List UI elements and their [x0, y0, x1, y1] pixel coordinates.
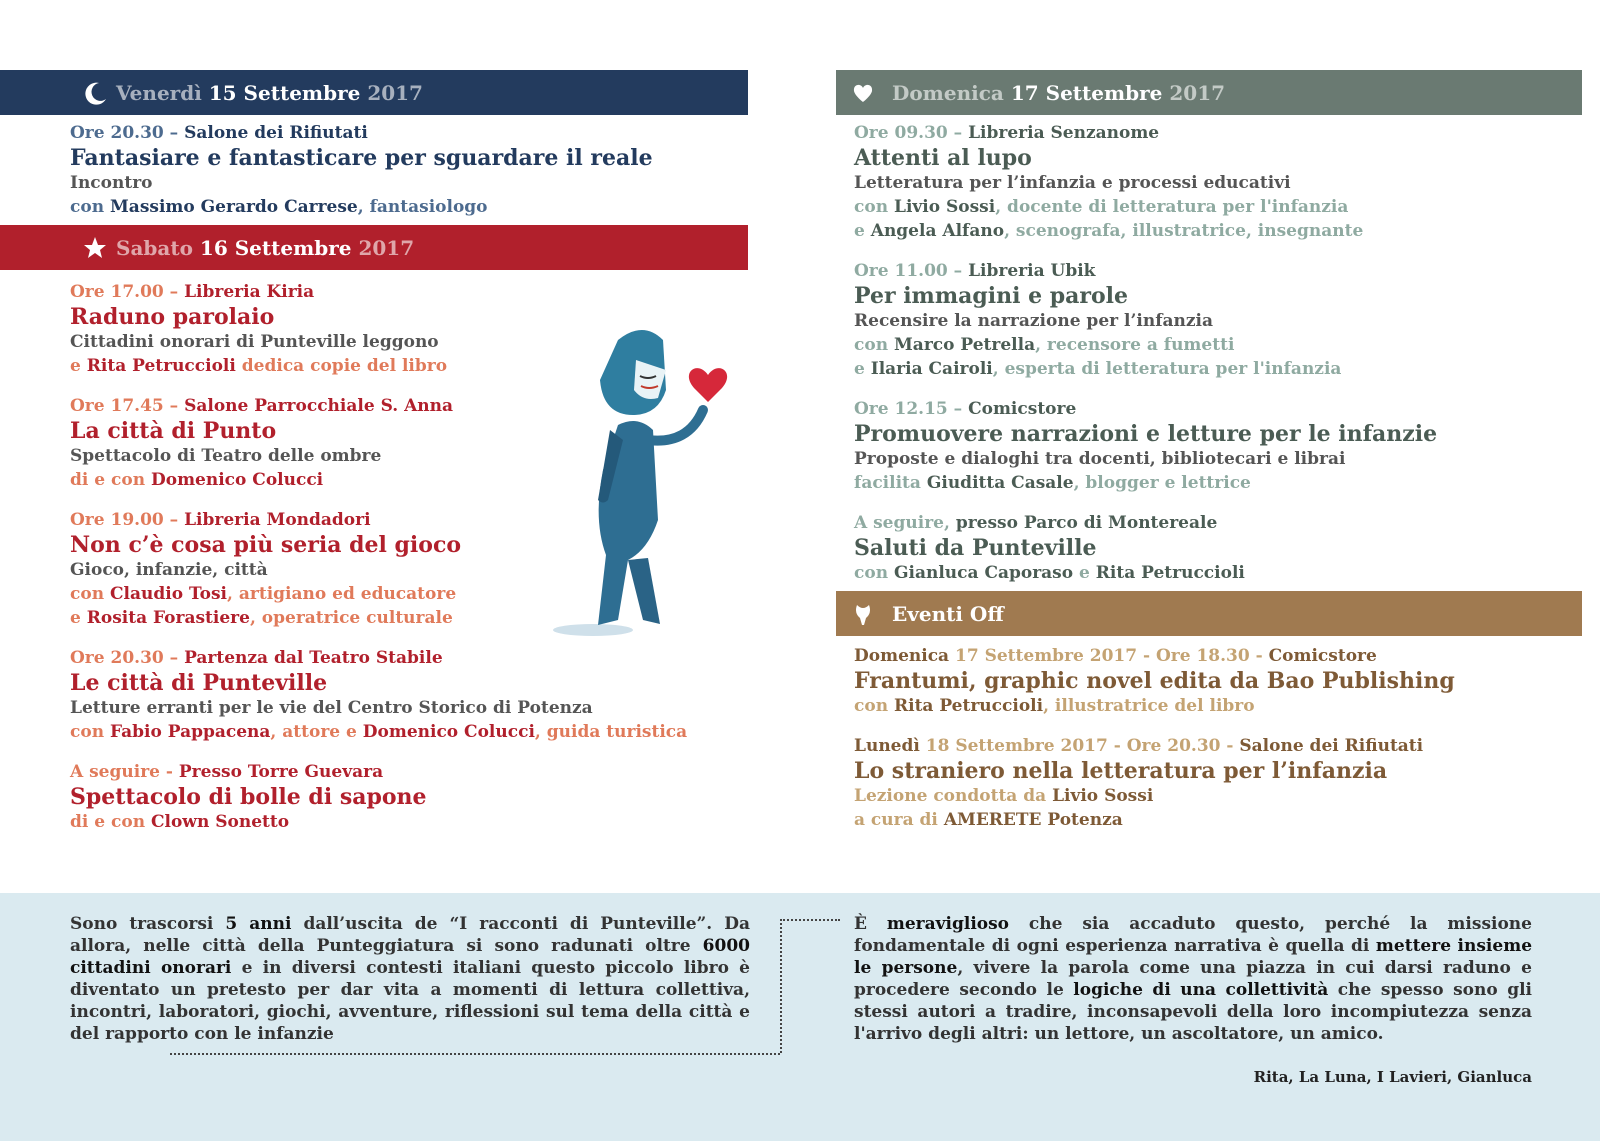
event-place: Salone dei Rifiutati — [1239, 736, 1424, 756]
event-role: , scenografa, illustratrice, insegnante — [1004, 221, 1364, 241]
event-time: Ore 19.00 — [70, 510, 164, 530]
event: Ore 09.30 – Libreria Senzanome Attenti al lupo Letteratura per l’infanzia e processi educativi con Livio Sossi, docente di letteratura per l'infanzia e Angela Alfano, scenografa, illustratrice, insegnante — [854, 121, 1600, 243]
event: Ore 19.00 – Libreria Mondadori Non c’è cosa più seria del gioco Gioco, infanzie, città con Claudio Tosi, artigiano ed educatore e Rosita Forastiere, operatrice culturale — [0, 508, 780, 630]
header-year: 2017 — [367, 80, 423, 105]
event-prefix: facilita — [854, 473, 921, 493]
event-time: A seguire — [70, 762, 160, 782]
sunday-header — [836, 70, 1582, 115]
event-prefix: di e con — [70, 812, 146, 832]
event-time: A seguire, — [854, 513, 950, 533]
heart-icon — [850, 80, 876, 106]
event-prefix: con — [854, 696, 889, 716]
event-title: Promuovere narrazioni e letture per le infanzie — [854, 421, 1438, 447]
intro-paragraph-left — [70, 913, 750, 1045]
signature: Rita, La Luna, I Lavieri, Gianluca — [1253, 1068, 1532, 1086]
event-date: 18 Settembre 2017 — [925, 736, 1108, 756]
dotted-connector — [780, 919, 840, 921]
event-time: - Ore 18.30 - — [1143, 646, 1263, 666]
event — [854, 734, 1600, 832]
event-role: , guida turistica — [534, 722, 688, 742]
event-title: Saluti da Punteville — [854, 535, 1097, 561]
flower-icon — [850, 601, 876, 627]
event-person: Rita Petruccioli — [1095, 563, 1245, 583]
header-day: Sabato — [116, 235, 193, 260]
text-highlight: 6000 cittadini onorari — [70, 936, 750, 978]
event-person: AMERETE Potenza — [943, 810, 1123, 830]
saturday-header — [0, 225, 748, 270]
friday-header — [0, 70, 748, 115]
event-prefix: Lezione condotta da — [854, 786, 1047, 806]
event: A seguire - Presso Torre Guevara Spettacolo di bolle di sapone di e con Clown Sonetto — [0, 760, 780, 834]
text-run: dall’uscita de “I racconti di Punteville”. Da allora, nelle città della Punteggiatura si sono radunati oltre — [70, 914, 750, 956]
event-title: La città di Punto — [70, 418, 277, 444]
event-person: Rosita Forastiere — [86, 608, 250, 628]
header-date: 17 Settembre — [1010, 80, 1163, 105]
header-day: Domenica — [892, 80, 1004, 105]
event-person: Clown Sonetto — [150, 812, 290, 832]
event-person: Rita Petruccioli — [893, 696, 1044, 716]
event: Ore 17.45 – Salone Parrocchiale S. Anna La città di Punto Spettacolo di Teatro delle ombre di e con Domenico Colucci — [0, 394, 780, 492]
text-highlight: mettere insieme le persone — [854, 936, 1533, 978]
moon-icon — [82, 80, 108, 106]
intro-paragraph-right — [854, 913, 1532, 1045]
header-title: Eventi Off — [892, 601, 1004, 626]
event-time: Ore 11.00 — [854, 261, 948, 281]
event-date: 17 Settembre 2017 — [955, 646, 1138, 666]
event-person: Gianluca Caporaso — [893, 563, 1074, 583]
event-subtitle: Incontro — [70, 173, 153, 193]
text-run: Sono trascorsi — [70, 914, 226, 934]
event-person: Domenico Colucci — [150, 470, 324, 490]
event-prefix: con — [854, 563, 889, 583]
event-person: Claudio Tosi — [109, 584, 228, 604]
event-place: presso Parco di Montereale — [955, 513, 1218, 533]
event-prefix: di e con — [70, 470, 146, 490]
text-run: che spesso sono gli stessi autori a tradire, inconsapevoli della loro incompiutezza senza l'arrivo degli altri: un lettore, un ascoltatore, un amico. — [854, 980, 1533, 1044]
event: Ore 20.30 – Partenza dal Teatro Stabile Le città di Punteville Letture erranti per le vie del Centro Storico di Potenza con Fabio Pappacena, attore e Domenico Colucci, guida turistica — [0, 646, 780, 744]
event-person: Livio Sossi — [1052, 786, 1154, 806]
event-subtitle: Proposte e dialoghi tra docenti, bibliotecari e librai — [854, 449, 1346, 469]
event-subtitle: Cittadini onorari di Punteville leggono — [70, 332, 439, 352]
event-role: dedica copie del libro — [241, 356, 448, 376]
event-place: Salone Parrocchiale S. Anna — [184, 396, 454, 416]
event-title: Le città di Punteville — [70, 670, 328, 696]
event-prefix: e — [854, 221, 865, 241]
event-time: Ore 09.30 — [854, 123, 948, 143]
text-highlight: meraviglioso — [886, 914, 1010, 934]
event-prefix: con — [70, 197, 105, 217]
event-title: Fantasiare e fantasticare per sguardare il reale — [70, 145, 653, 171]
header-date: 16 Settembre — [199, 235, 352, 260]
event-subtitle: Letteratura per l’infanzia e processi educativi — [854, 173, 1291, 193]
right-column — [854, 70, 1600, 832]
event — [854, 511, 1600, 585]
event-time: - Ore 20.30 - — [1113, 736, 1234, 756]
text-run: , vivere la parola come una piazza in cui darsi raduno e procedere secondo le — [854, 958, 1532, 1000]
header-day: Venerdì — [116, 80, 202, 105]
event-role: , fantasiologo — [357, 197, 488, 217]
event-title: Non c’è cosa più seria del gioco — [70, 532, 462, 558]
text-highlight: logiche di una collettività — [1073, 980, 1329, 1000]
event-role: , docente di letteratura per l'infanzia — [995, 197, 1349, 217]
event-role: , attore e — [270, 722, 357, 742]
event-person: Massimo Gerardo Carrese — [109, 197, 358, 217]
event-person: Ilaria Cairoli — [870, 359, 993, 379]
event-title: Spettacolo di bolle di sapone — [70, 784, 427, 810]
event-place: Libreria Kiria — [184, 282, 315, 302]
event-prefix: a cura di — [854, 810, 938, 830]
event-subtitle: Gioco, infanzie, città — [70, 560, 268, 580]
header-year: 2017 — [358, 235, 415, 260]
text-run: che sia accaduto questo, perché la missione fondamentale di ogni esperienza narrativa è quella di — [854, 914, 1532, 956]
event-prefix: e — [70, 608, 81, 628]
event-title: Attenti al lupo — [854, 145, 1032, 171]
event: Ore 20.30 – Salone dei Rifiutati Fantasiare e fantasticare per sguardare il reale Incontro con Massimo Gerardo Carrese, fantasiologo — [0, 121, 780, 219]
event-day: Lunedì — [854, 736, 920, 756]
heart-icon — [689, 368, 727, 402]
event-person: Livio Sossi — [893, 197, 996, 217]
event-subtitle: Spettacolo di Teatro delle ombre — [70, 446, 382, 466]
event-place: Libreria Senzanome — [968, 123, 1160, 143]
event-prefix: con — [854, 197, 889, 217]
event-place: Comicstore — [1268, 646, 1377, 666]
event-title: Frantumi, graphic novel edita da Bao Publishing — [854, 668, 1455, 694]
event-place: Libreria Ubik — [968, 261, 1096, 281]
bottom-band — [0, 893, 1600, 1141]
event-prefix: e — [854, 359, 865, 379]
event-person: Marco Petrella — [893, 335, 1036, 355]
event-role: , operatrice culturale — [249, 608, 453, 628]
star-icon — [82, 235, 108, 261]
text-highlight: 5 anni — [225, 914, 292, 934]
dotted-connector — [780, 919, 782, 1053]
event-time: Ore 17.45 — [70, 396, 164, 416]
event-prefix: con — [854, 335, 889, 355]
event-place: Libreria Mondadori — [184, 510, 371, 530]
event-person: Giuditta Casale — [926, 473, 1074, 493]
event-prefix: con — [70, 722, 105, 742]
event-subtitle: Recensire la narrazione per l’infanzia — [854, 311, 1214, 331]
event-person: Angela Alfano — [870, 221, 1005, 241]
child-illustration — [548, 320, 768, 650]
event-time: Ore 12.15 — [854, 399, 948, 419]
event-title: Raduno parolaio — [70, 304, 275, 330]
event: Ore 12.15 – Comicstore Promuovere narrazioni e letture per le infanzie Proposte e dialoghi tra docenti, bibliotecari e librai facilita Giuditta Casale, blogger e lettrice — [854, 397, 1600, 495]
event-day: Domenica — [854, 646, 950, 666]
event-time: Ore 20.30 — [70, 648, 164, 668]
event-place: Partenza dal Teatro Stabile — [184, 648, 443, 668]
event-time: Ore 20.30 — [70, 123, 164, 143]
event-role: , recensore a fumetti — [1035, 335, 1235, 355]
event-place: Salone dei Rifiutati — [184, 123, 368, 143]
event-prefix: con — [70, 584, 105, 604]
event: Ore 17.00 – Libreria Kiria Raduno parolaio Cittadini onorari di Punteville leggono e Rita Petruccioli dedica copie del libro — [0, 280, 780, 378]
dotted-connector — [170, 1053, 780, 1055]
event — [854, 644, 1600, 718]
text-run: È — [854, 914, 887, 934]
eventi-off-header — [836, 591, 1582, 636]
header-date: 15 Settembre — [208, 80, 361, 105]
header-year: 2017 — [1169, 80, 1226, 105]
event-role: , esperta di letteratura per l'infanzia — [992, 359, 1342, 379]
event-role: , blogger e lettrice — [1073, 473, 1251, 493]
text-run: e in diversi contesti italiani questo piccolo libro è diventato un pretesto per dar vita a momenti di lettura collettiva, incontri, laboratori, giochi, avventure, riflessioni sul tema della città e del rapporto con le infanzie — [70, 958, 750, 1044]
event-title: Per immagini e parole — [854, 283, 1129, 309]
event-subtitle: Letture erranti per le vie del Centro Storico di Potenza — [70, 698, 593, 718]
event-prefix: e — [70, 356, 81, 376]
event-time: Ore 17.00 — [70, 282, 164, 302]
event-role: , artigiano ed educatore — [227, 584, 457, 604]
event-prefix: e — [1079, 563, 1090, 583]
event-title: Lo straniero nella letteratura per l’infanzia — [854, 758, 1388, 784]
event-person: Domenico Colucci — [362, 722, 535, 742]
event-place: Comicstore — [968, 399, 1077, 419]
event-role: , illustratrice del libro — [1043, 696, 1255, 716]
event-person: Rita Petruccioli — [86, 356, 236, 376]
event-person: Fabio Pappacena — [109, 722, 271, 742]
event: Ore 11.00 – Libreria Ubik Per immagini e parole Recensire la narrazione per l’infanzia con Marco Petrella, recensore a fumetti e Ilaria Cairoli, esperta di letteratura per l'infanzia — [854, 259, 1600, 381]
event-place: Presso Torre Guevara — [178, 762, 384, 782]
